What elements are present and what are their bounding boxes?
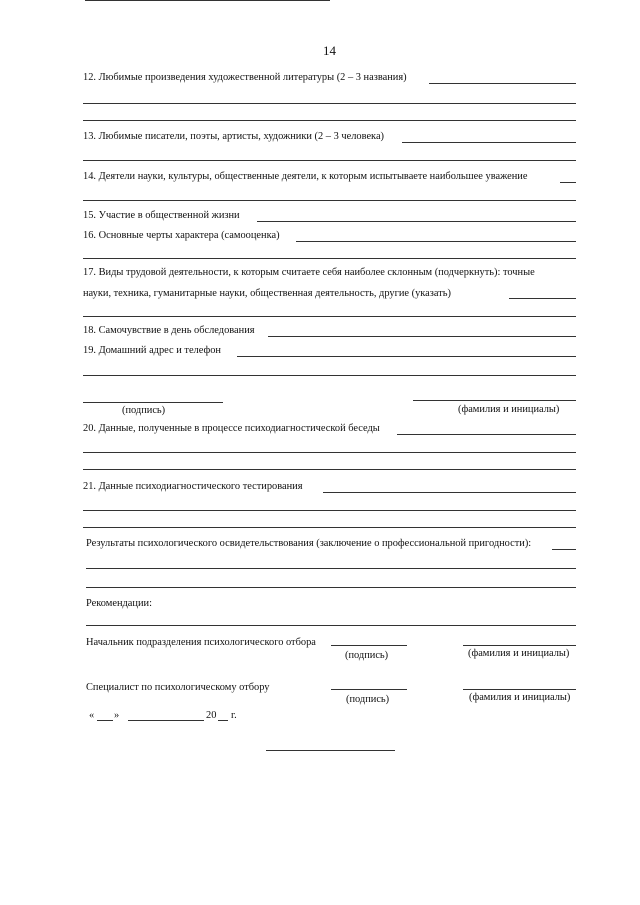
date-day-line <box>97 720 113 721</box>
specialist-signature-line <box>331 689 407 690</box>
item-15-label: 15. Участие в общественной жизни <box>83 210 240 221</box>
item-21-line-3 <box>83 527 576 528</box>
item-21-answer-line <box>323 492 576 493</box>
head-signature-label: (подпись) <box>345 650 389 661</box>
results-line-2 <box>86 568 576 569</box>
results-label: Результаты психологического освидетельствования (заключение о профессиональной пригодности): <box>86 538 532 549</box>
top-rule <box>85 0 330 1</box>
item-14-line-2 <box>83 200 576 201</box>
item-19-line-2 <box>83 375 576 376</box>
item-17-answer-line <box>509 298 576 299</box>
item-13-line-2 <box>83 160 576 161</box>
item-19-label: 19. Домашний адрес и телефон <box>83 345 221 356</box>
page-number: 14 <box>323 43 336 58</box>
name-label: (фамилия и инициалы) <box>458 404 560 415</box>
specialist-name-line <box>463 689 576 690</box>
item-16-label: 16. Основные черты характера (самооценка) <box>83 230 280 241</box>
item-20-line-2 <box>83 452 576 453</box>
item-12-label: 12. Любимые произведения художественной литературы (2 – 3 названия) <box>83 72 407 83</box>
recommendations-label: Рекомендации: <box>86 598 152 609</box>
item-20-label: 20. Данные, полученные в процессе психодиагностической беседы <box>83 423 380 434</box>
item-17-label-line-1: 17. Виды трудовой деятельности, к которым считаете себя наиболее склонным (подчеркнуть): точные <box>83 267 535 278</box>
item-13-label: 13. Любимые писатели, поэты, артисты, художники (2 – 3 человека) <box>83 131 385 142</box>
item-16-line-2 <box>83 258 576 259</box>
item-20-line-3 <box>83 469 576 470</box>
item-13-answer-line <box>402 142 576 143</box>
date-year-line <box>218 720 228 721</box>
specialist-signature-label: (подпись) <box>346 694 390 705</box>
date-close-quote: » <box>114 710 120 721</box>
signature-label: (подпись) <box>122 405 166 416</box>
item-17-line-2 <box>83 316 576 317</box>
date-year-prefix: 20 <box>206 710 217 721</box>
date-open-quote: « <box>89 710 95 721</box>
item-21-line-2 <box>83 510 576 511</box>
head-name-line <box>463 645 576 646</box>
item-19-answer-line <box>237 356 576 357</box>
results-answer-line <box>552 549 576 550</box>
head-name-label: (фамилия и инициалы) <box>468 648 570 659</box>
item-20-answer-line <box>397 434 576 435</box>
specialist-title: Специалист по психологическому отбору <box>86 682 270 693</box>
item-16-answer-line <box>296 241 576 242</box>
item-18-label: 18. Самочувствие в день обследования <box>83 325 255 336</box>
item-17-label-line-2: науки, техника, гуманитарные науки, общественная деятельность, другие (указать) <box>83 288 451 299</box>
specialist-name-label: (фамилия и инициалы) <box>469 692 571 703</box>
date-month-line <box>128 720 204 721</box>
item-12-line-2 <box>83 103 576 104</box>
signature-line <box>83 402 223 403</box>
bottom-rule <box>266 750 395 751</box>
recommendations-line <box>86 625 576 626</box>
results-line-3 <box>86 587 576 588</box>
item-15-answer-line <box>257 221 576 222</box>
item-14-label: 14. Деятели науки, культуры, общественные деятели, к которым испытываете наибольшее уважение <box>83 171 528 182</box>
head-title: Начальник подразделения психологического отбора <box>86 637 316 648</box>
date-year-suffix: г. <box>231 710 237 721</box>
item-21-label: 21. Данные психодиагностического тестирования <box>83 481 303 492</box>
name-line <box>413 400 576 401</box>
item-12-answer-line <box>429 83 576 84</box>
item-14-answer-line <box>560 182 576 183</box>
item-18-answer-line <box>268 336 576 337</box>
item-12-line-3 <box>83 120 576 121</box>
head-signature-line <box>331 645 407 646</box>
